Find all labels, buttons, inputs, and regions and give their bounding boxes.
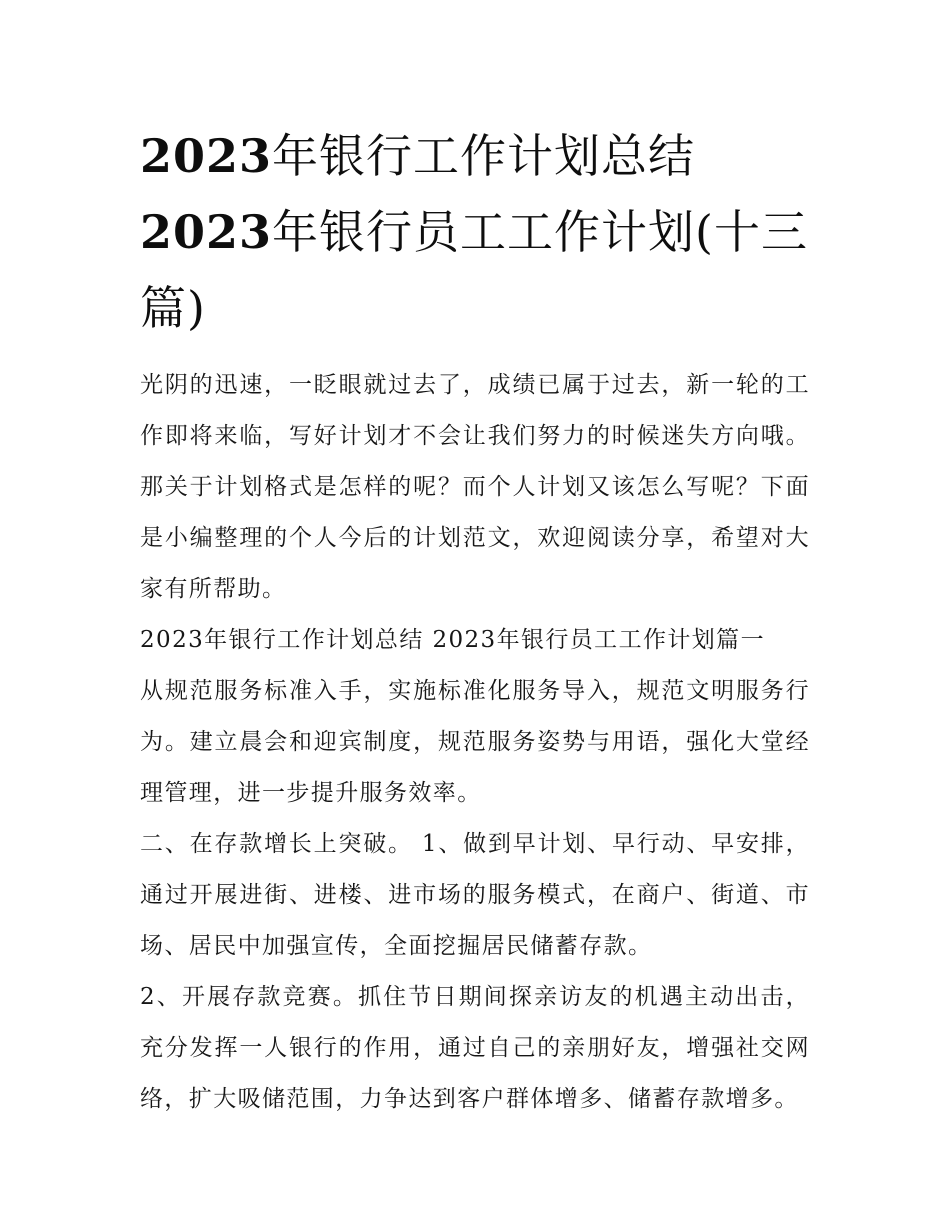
title-year-1: 2023 (140, 129, 273, 183)
document-title (140, 118, 810, 346)
title-text-1: 年银行工作计划总结 (272, 129, 696, 183)
document-body (140, 360, 810, 1125)
paragraph-service-standard: 从规范服务标准入手，实施标准化服务导入，规范文明服务行为。建立晨会和迎宾制度，规范服务姿势与用语，强化大堂经理管理，进一步提升服务效率。 (140, 678, 810, 806)
paragraph-intro: 光阴的迅速，一眨眼就过去了，成绩已属于过去，新一轮的工作即将来临，写好计划才不会让我们努力的时候迷失方向哦。那关于计划格式是怎样的呢？而个人计划又该怎么写呢？下面是小编整理的个人今后的计划范文，欢迎阅读分享，希望对大家有所帮助。 (140, 372, 810, 602)
paragraph-deposit-growth: 二、在存款增长上突破。 1、做到早计划、早行动、早安排，通过开展进街、进楼、进市场的服务模式，在商户、街道、市场、居民中加强宣传，全面挖掘居民储蓄存款。 (140, 831, 810, 959)
title-year-2: 2023 (140, 205, 273, 259)
paragraph-deposit-competition: 2、开展存款竞赛。抓住节日期间探亲访友的机遇主动出击，充分发挥一人银行的作用，通过自己的亲朋好友，增强社交网络，扩大吸储范围，力争达到客户群体增多、储蓄存款增多。 (140, 984, 810, 1112)
paragraph-section-heading: 2023年银行工作计划总结 2023年银行员工工作计划篇一 (140, 627, 765, 653)
title-text-2: 年银行员工工作计划(十三篇) (140, 205, 808, 335)
